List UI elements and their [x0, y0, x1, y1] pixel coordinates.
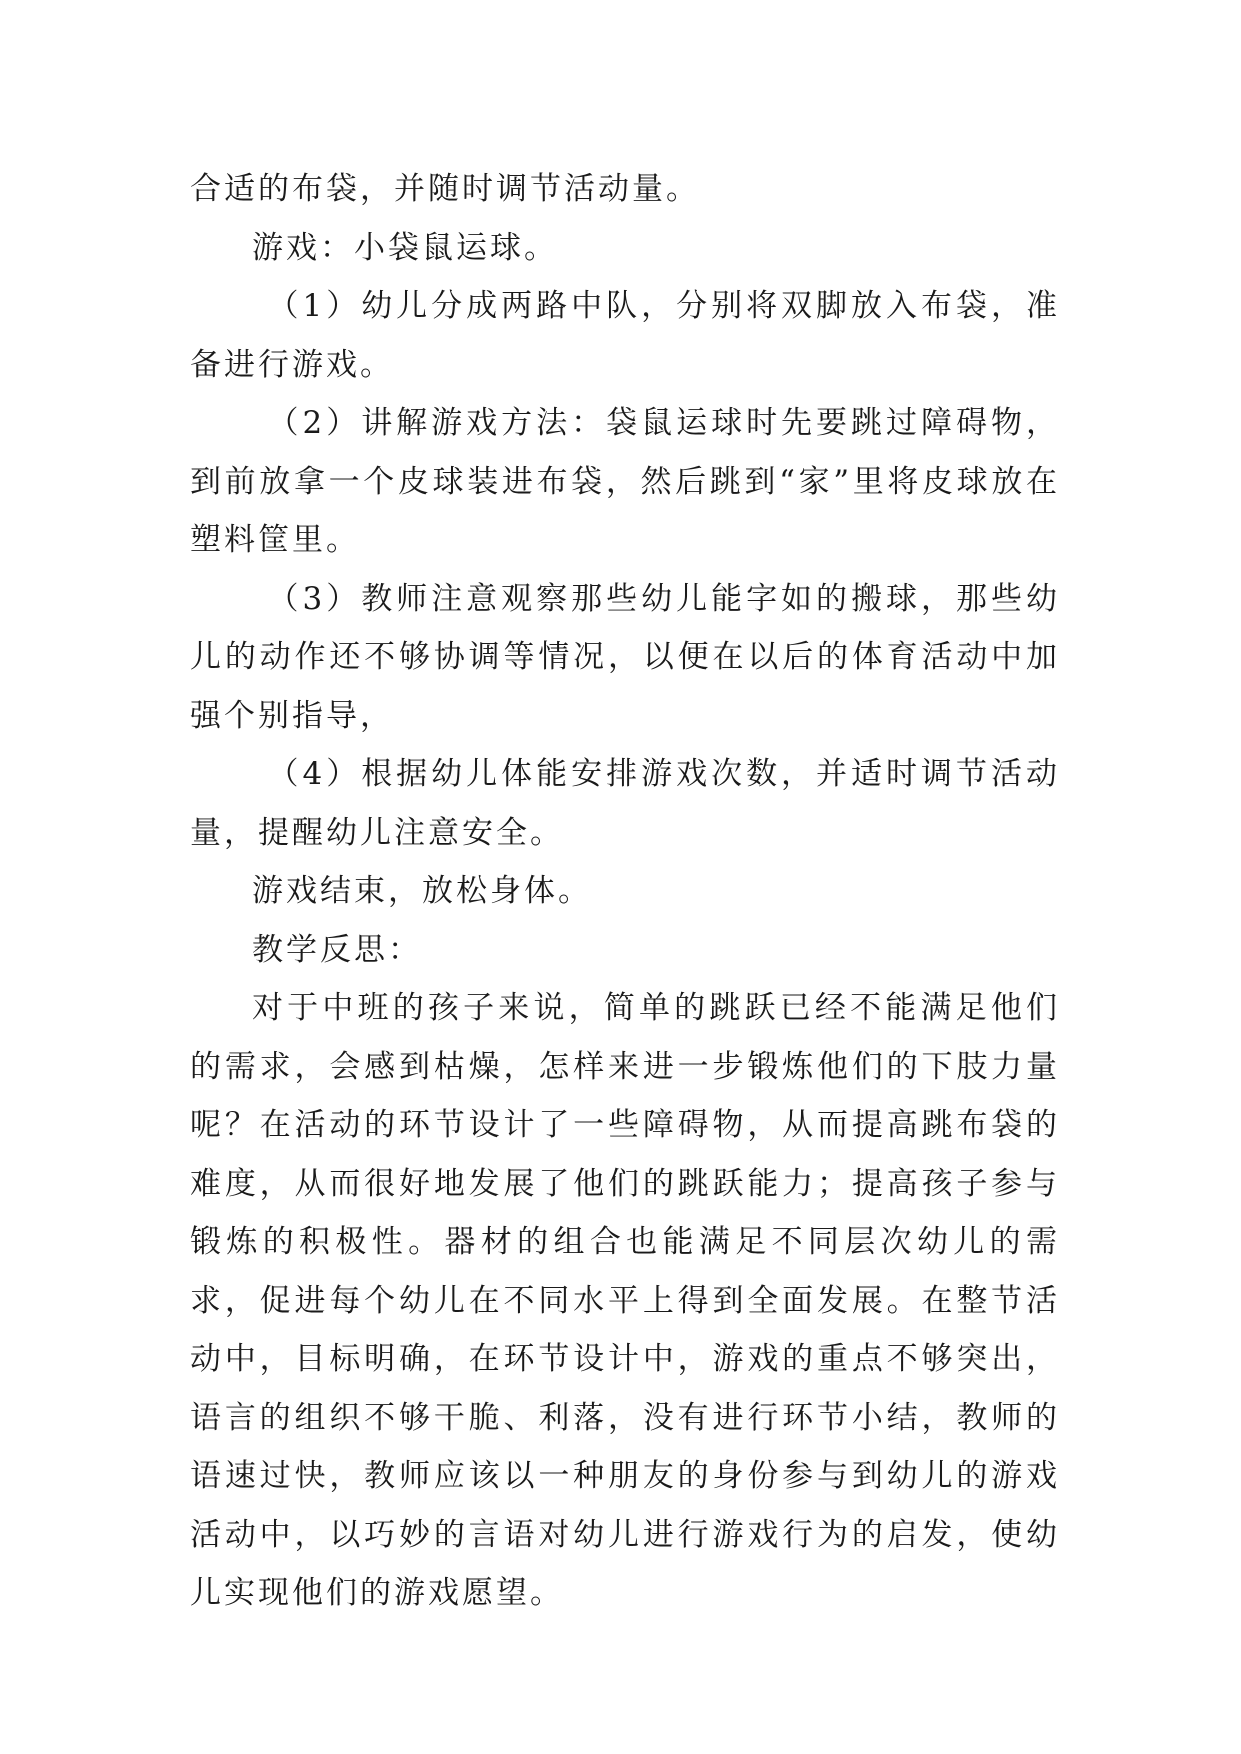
paragraph-game-title: 游戏：小袋鼠运球。	[252, 229, 558, 266]
paragraph-step-1: （1）幼儿分成两路中队，分别将双脚放入布袋，准备进行游戏。	[190, 288, 1060, 383]
paragraph-continuation: 合适的布袋，并随时调节活动量。	[190, 171, 700, 207]
paragraph-reflection-heading: 教学反思：	[252, 931, 422, 968]
paragraph-game-end: 游戏结束，放松身体。	[252, 873, 592, 909]
paragraph-step-2: （2）讲解游戏方法：袋鼠运球时先要跳过障碍物，到前放拿一个皮球装进布袋，然后跳到“家”里将皮球放在塑料筐里。	[190, 405, 1060, 558]
paragraph-step-4: （4）根据幼儿体能安排游戏次数，并适时调节活动量，提醒幼儿注意安全。	[190, 756, 1060, 851]
paragraph-reflection-body: 对于中班的孩子来说，简单的跳跃已经不能满足他们的需求，会感到枯燥，怎样来进一步锻炼他们的下肢力量呢？在活动的环节设计了一些障碍物，从而提高跳布袋的难度，从而很好地发展了他们的跳跃能力；提高孩子参与锻炼的积极性。器材的组合也能满足不同层次幼儿的需求，促进每个幼儿在不同水平上得到全面发展。在整节活动中，目标明确，在环节设计中，游戏的重点不够突出，语言的组织不够干脆、利落，没有进行环节小结，教师的语速过快，教师应该以一种朋友的身份参与到幼儿的游戏活动中，以巧妙的言语对幼儿进行游戏行为的启发，使幼儿实现他们的游戏愿望。	[190, 990, 1060, 1611]
paragraph-step-3: （3）教师注意观察那些幼儿能字如的搬球，那些幼儿的动作还不够协调等情况，以便在以后的体育活动中加强个别指导，	[190, 580, 1060, 734]
document-body	[190, 160, 1060, 1623]
